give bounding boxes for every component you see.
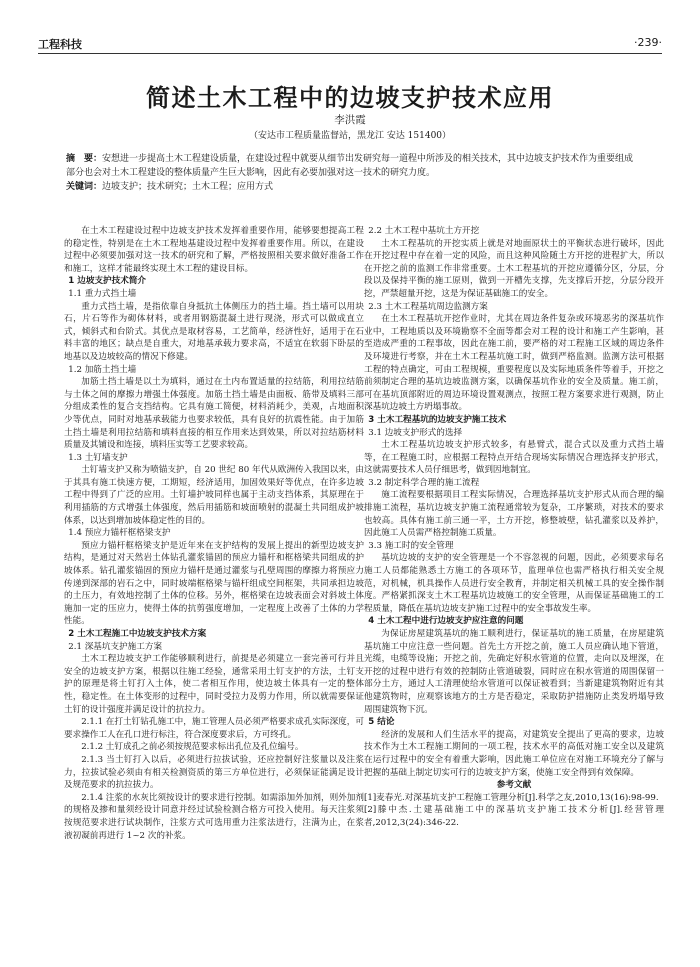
abstract xyxy=(66,152,642,180)
keywords-label: 关键词： xyxy=(66,182,103,192)
author: 李洪霞 xyxy=(334,114,366,126)
paragraph: 重力式挡土墙，是指依靠自身抵抗土体侧压力的挡土墙。挡土墙可以用块石，片石等作为砌体材料，或者用钢筋混凝土进行现浇，形式可以做成直立式，倾斜式和台阶式。其优点是取材容易，工艺简单，经济性好，适用于在石料丰富的地区；缺点是自重大，对地基承载力要求高，不适宜在软弱下卧层的地基以及边坡较高的情况下修建。 xyxy=(64,301,364,362)
paragraph: 土木工程基坑边坡支护形式较多，有悬臂式，混合式以及重力式挡土墙等，在工程施工时，应根据工程特点开结合现场实际情况合理选择支护形式，这就需要技术人员仔细思考，做到因地制宜。 xyxy=(364,440,664,476)
running-header xyxy=(38,36,662,52)
keywords-text: 边坡支护；技术研究；土木工程；应用方式 xyxy=(102,182,274,192)
subsection-heading: 1.2 加筋土挡土墙 xyxy=(68,364,137,375)
right-column xyxy=(364,225,664,947)
keywords xyxy=(66,180,642,194)
paragraph: 2.1.2 土钉成孔之前必须按规范要求标出孔位及孔位编号。 xyxy=(81,742,304,753)
paragraph: 土木工程基坑的开挖实质上就是对地面原状土的平衡状态进行破坏，因此在开挖过程中存在着一定的风险，而且这种风险随土方开挖的进程扩大，所以在开挖之前的监测工作非常重要。土木工程基坑的开挖应遵循分区，分层，分段以及保持平衡的施工原则，做到一开槽先支撑，先支撑后开挖，分层分段开挖，严禁超量开挖，这是为保证基础施工的安全。 xyxy=(364,238,664,299)
paragraph: 基坑边坡的支护的安全管理是一个不容忽视的问题，因此，必须要求每名施工人员都能熟悉土方施工的各项环节，监理单位也需严格执行相关安全规范，对机械，机具操作人员进行安全教育，并制定相关机械工具的安全操作制度。严格紧抓深支土木工程基坑边坡施工的安全管理，从而保证基础施工的工程质量，降低在基坑边坡支护施工过程中的安全事故发生率。 xyxy=(364,553,664,614)
subsection-heading: 1.1 重力式挡土墙 xyxy=(68,288,137,299)
paragraph: 为保证房屋建筑基坑的施工顺利进行，保证基坑的施工质量，在房屋建筑基坑施工中应注意一些问题。首先土方开挖之前，施工人员应确认地下管道，光缆，电缆等设施；开挖之前，先确定好积水管道的位置，走向以及埋深，在开挖的过程中进行有效的控制防止管道破裂，同时应在积水管道的周围保留一部分土方，通过人工清理使给水管道可以保证被看到；当新建建筑物附近有其他建筑物时，应观察该地方的土方是否稳定，采取防护措施防止类发坍塌导致周围建筑物下沉。 xyxy=(364,629,664,715)
paragraph: 2.1.1 在打土钉钻孔施工中，施工管理人员必须严格要求成孔实际深度，可要求操作工人在孔口进行标注，符合深度要求后，方可终孔。 xyxy=(64,717,364,740)
subsection-heading: 1.3 土钉墙支护 xyxy=(68,452,128,463)
abstract-block xyxy=(66,152,642,194)
reference-item: [1]麦春光.对深基坑支护工程施工管理分析[J].科学之友,2010,13(16):98-99. xyxy=(364,792,659,803)
paragraph: 2.1.4 注浆的水灰比须按设计的要求进行控制。如需添加外加剂，则外加剂的规格及掺和量须经设计同意并经过试验检测合格方可投入使用。每天注浆须按规范要求进行试块制作，注浆方式可选用重力注浆法进行，注满为止，在浆液初凝前再进行 1~2 次的补浆。 xyxy=(64,792,364,841)
section-heading: 1 边坡支护技术简介 xyxy=(68,276,147,287)
journal-section: 工程科技 xyxy=(38,38,82,51)
subsection-heading: 2.1 深基坑支护施工方案 xyxy=(68,641,163,652)
header-rule xyxy=(38,53,662,54)
left-column xyxy=(64,225,364,947)
section-heading: 4 土木工程中进行边坡支护应注意的问题 xyxy=(368,616,524,627)
paper-title: 简述土木工程中的边坡支护技术应用 xyxy=(146,84,554,112)
subsection-heading: 2.3 土木工程基坑周边监测方案 xyxy=(368,301,488,312)
section-heading: 2 土木工程施工中边坡支护技术方案 xyxy=(68,629,207,639)
paragraph: 加筋土挡土墙是以土为填料，通过在土内布置适量的拉结筋，利用拉结筋与土体之间的摩擦力增强土体强度。加筋土挡土墙是由面板、筋带及填料三部分组成柔性的复合支挡结构。它具有施工简便，材料消耗少，美观，占地面积少等优点，同时对地基承载能力也要求较低，具有良好的抗震性能。由于加筋土挡土墙是利用拉结筋和填料直接的相互作用来达到效果，所以对拉结筋材料质量及其铺设和连接，填料压实等工艺要求较高。 xyxy=(64,377,364,451)
paragraph: 施工流程要根据项目工程实际情况，合理选择基坑支护形式从而合理的编排施工流程，基坑边坡支护施工流程通常较为复杂，工序繁琐，对技术的要求也较高。具体有施工前三通一平，土方开挖，修整坡壁，钻孔灌浆以及养护，因此施工人员需严格控制施工质量。 xyxy=(364,490,664,539)
paragraph: 土钉墙支护又称为喷锚支护，自 20 世纪 80 年代从欧洲传入我国以来，由于其具有施工快速方便，工期短，经济适用，加固效果好等优点，在许多边坡工程中得到了广泛的应用。土钉墙护坡同样也属于主动支挡体系，其原理在于利用插筋的方式增强土体强度，然后用插筋和坡面喷射的混凝土共同组成护坡体系，以达到增加坡体稳定性的目的。 xyxy=(64,465,364,526)
references-heading: 参考文献 xyxy=(496,780,532,791)
paragraph: 土木工程边坡支护工作能够顺利进行，前提是必须建立一套完善可行并且安全的边坡支护方案，根据以往施工经验，通常采用土钉支护的方法，土钉支护的原理是将土钉打入土体，使二者相互作用，使边坡土体具有一定的整体性，稳定性。在土体变形的过程中，同时受拉力及剪力作用，所以就需要保证土钉的设计强度并满足设计的抗拉力。 xyxy=(64,654,364,715)
subsection-heading: 3.1 边坡支护形式的选择 xyxy=(368,427,463,438)
subsection-heading: 3.3 施工时的安全管理 xyxy=(368,540,454,551)
subsection-heading: 1.4 预应力锚杆框格梁支护 xyxy=(68,528,171,539)
affiliation: （安达市工程质量监督站，黑龙江 安达 151400） xyxy=(248,131,452,141)
paragraph: 在土木工程基坑开挖作业时，尤其在周边条件复杂或环境恶劣的深基坑作业中，工程地质以及环境勘察不全面等都会对工程的设计和施工产生影响，甚至造成严重的工程事故，因此在施工前，要严格的对工程施工区域的周边条件及环境进行考察，并在土木工程基坑施工时，做到严格监测。监测方法可根据工程的特点确定，可由工程规模，重要程度以及实际地质条件等着手，开挖之前须制定合理的基坑边坡监测方案，以确保基坑作业的安全及质量。施工前，可在基坑顶部附近的周边环境设置观测点，按照工程方案要求进行观测，防止深基坑边坡土方坍塌事故。 xyxy=(364,314,664,413)
paragraph: 在土木工程建设过程中边坡支护技术发挥着重要作用，能够要想提高工程的稳定性，特别是在土木工程地基建设过程中发挥着重要作用。所以，在建设过程中必须要加强对这一技术的研究和了解，严格按照相关要求做好准备工作和施工，这样才能最终实现土木工程的建设目标。 xyxy=(64,226,364,274)
paragraph: 经济的发展和人们生活水平的提高，对建筑安全提出了更高的要求，边坡技术作为土木工程施工期间的一项工程，技术水平的高低对施工安全以及建筑在运行过程中的安全有着重大影响，因此施工单位应在对施工环境充分了解与把握的基础上制定切实可行的边坡支护方案，使施工安全得到有效保障。 xyxy=(364,729,664,778)
paragraph: 2.1.3 当土钉打入以后，必须进行拉拔试验，还应控制好注浆量以及注浆力，拉拔试验必须由有相关检测资质的第三方单位进行，必须保证能满足设计及规范要求的抗拉拔力。 xyxy=(64,754,364,791)
abstract-text: 安想进一步提高土木工程建设质量，在建设过程中就要从细节出发研究每一道程中所涉及的相关技术，其中边坡支护技术作为重要组成部分也会对土木工程建设的整体质量产生巨大影响，因此有必要加强对这一技术的研究力度。 xyxy=(66,154,634,178)
paragraph: 预应力锚杆框格梁支护是近年来在支护结构的发展上提出的新型边坡支护结构，是通过对天然岩土体钻孔灌浆锚固的预应力锚杆和框格梁共同组成的护坡体系。钻孔灌浆锚固的预应力锚杆是通过灌浆与孔壁周围的摩擦力将预应力传递到深部的岩石之中，同时坡端框格梁与锚杆组成空间框架，共同承担边坡的土压力，有效地控制了土体的位移。另外，框格梁在边坡表面会对斜坡土体施加一定的压应力，使得土体的抗剪强度增加，一定程度上改善了土体的力学性能。 xyxy=(64,540,364,627)
subsection-heading: 2.2 土木工程中基坑土方开挖 xyxy=(368,226,480,236)
subsection-heading: 3.2 制定科学合理的施工流程 xyxy=(368,477,480,488)
abstract-label: 摘 要： xyxy=(66,154,103,164)
page-number: ·239· xyxy=(634,36,662,49)
section-heading: 3 土木工程基坑的边坡支护施工技术 xyxy=(368,414,507,425)
section-heading: 5 结论 xyxy=(368,717,395,728)
reference-item: [2]滕中杰.土建基础施工中的深基坑支护施工技术分析[J].经营管理者,2012,3(24):346-22. xyxy=(364,805,664,828)
